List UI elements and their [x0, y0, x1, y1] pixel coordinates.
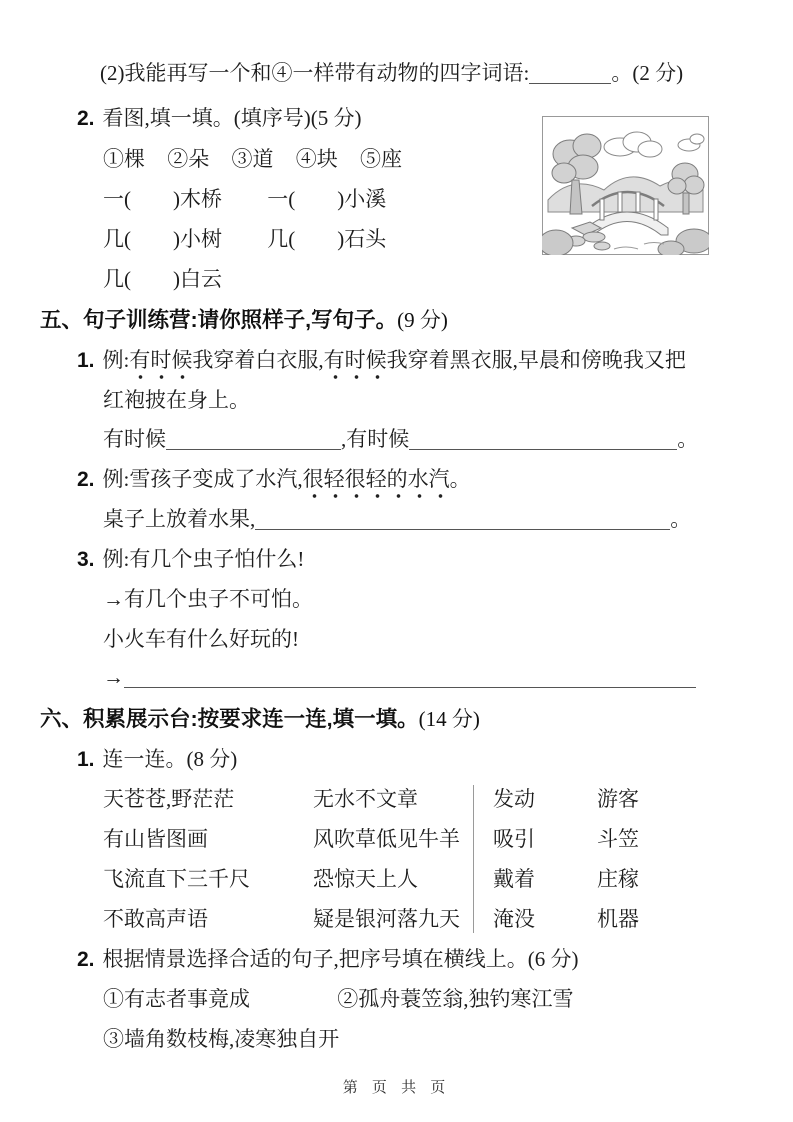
- question2-title-line: [77, 103, 362, 134]
- sentence-option-1: ①有志者事竟成: [103, 987, 250, 1011]
- section5-item1-example-line: [77, 345, 686, 376]
- section6-item2-title-line: [77, 944, 579, 975]
- section5-item2-number: 2.: [77, 468, 95, 491]
- section6-score: (14 分): [418, 707, 480, 731]
- section5-item3-converted-line: [103, 584, 313, 614]
- section6-item1-title-line: [77, 744, 237, 775]
- question2-score: (5 分): [310, 106, 362, 130]
- section5-item3-answer-line: [103, 662, 696, 692]
- match-item[interactable]: 发动: [493, 787, 535, 811]
- section5-score: (9 分): [397, 308, 448, 332]
- fill-blank-clouds[interactable]: 几( )白云: [103, 267, 222, 291]
- word-right-column: [597, 779, 639, 939]
- answer-blank[interactable]: [166, 429, 341, 450]
- example-text: 例:雪孩子变成了水汽,: [102, 467, 303, 491]
- question4-sub2-line: [100, 58, 683, 88]
- match-item[interactable]: 庄稼: [597, 867, 639, 891]
- prompt-sentence: 小火车有什么好玩的!: [103, 627, 299, 651]
- match-item[interactable]: 有山皆图画: [103, 827, 208, 851]
- question2-number: 2.: [77, 107, 95, 130]
- sentence-option-3: ③墙角数枝梅,凌寒独自开: [103, 1027, 340, 1051]
- classifier-option-5: ⑤座: [360, 147, 402, 171]
- emphasized-text: 有时候: [129, 348, 192, 380]
- fill-row-3: [103, 264, 222, 294]
- sentence-options-line2: [103, 1024, 339, 1054]
- match-item[interactable]: 不敢高声语: [103, 907, 208, 931]
- section5-item2-answer-line: [103, 504, 691, 534]
- match-item[interactable]: 斗笠: [597, 827, 639, 851]
- section6-item1-score: (8 分): [186, 747, 238, 771]
- table-divider: [473, 785, 474, 933]
- section5-heading: 五、句子训练营:请你照样子,写句子。: [40, 308, 398, 332]
- section6-heading: 六、积累展示台:按要求连一连,填一填。: [40, 707, 419, 731]
- fill-blank-stones[interactable]: 几( )石头: [267, 227, 387, 251]
- section6-item2-title: 根据情景选择合适的句子,把序号填在横线上。: [102, 947, 528, 971]
- match-item[interactable]: 机器: [597, 907, 639, 931]
- fill-row-2: [103, 224, 386, 254]
- section5-item3-example-line: [77, 544, 304, 575]
- converted-sentence: →有几个虫子不可怕。: [103, 587, 313, 611]
- poem-right-column: [313, 779, 460, 939]
- section5-item1-example-line2: [103, 385, 250, 415]
- sentence-option-2: ②孤舟蓑笠翁,独钓寒江雪: [337, 987, 574, 1011]
- classifier-option-2: ②朵: [167, 147, 210, 171]
- section5-item3-prompt-line: [103, 624, 299, 654]
- answer-period: 。: [677, 427, 699, 451]
- match-item[interactable]: 恐惊天上人: [313, 867, 418, 891]
- bridge-scene-illustration: [542, 116, 709, 255]
- section5-item1-number: 1.: [77, 349, 95, 372]
- match-item[interactable]: 吸引: [493, 827, 535, 851]
- bridge-scene-svg: [542, 116, 709, 255]
- page-footer: 第 页 共 页: [342, 1079, 451, 1096]
- answer-blank[interactable]: [255, 509, 670, 530]
- question4-sub2-score: (2 分): [632, 61, 684, 85]
- section6-item1-number: 1.: [77, 748, 95, 771]
- example-period: 。: [449, 467, 471, 491]
- classifier-option-4: ④块: [295, 147, 338, 171]
- question4-sub2-text: (2)我能再写一个和④一样带有动物的四字词语:: [100, 61, 530, 85]
- match-item[interactable]: 天苍苍,野茫茫: [103, 787, 235, 811]
- answer-period: 。: [670, 507, 692, 531]
- example-text: 红袍披在身上。: [103, 388, 250, 412]
- classifier-options-line: [103, 144, 419, 174]
- classifier-option-1: ①棵: [103, 147, 145, 171]
- match-item[interactable]: 戴着: [493, 867, 535, 891]
- emphasized-text: 很轻很轻的水汽: [303, 467, 450, 499]
- word-left-column: [493, 779, 535, 939]
- match-item[interactable]: 飞流直下三千尺: [103, 867, 250, 891]
- match-item[interactable]: 疑是银河落九天: [313, 907, 460, 931]
- sentence-options-line1: [103, 984, 574, 1014]
- section5-item2-example-line: [77, 464, 471, 495]
- example-text: 我穿着黑衣服,早晨和傍晚我又把: [386, 348, 686, 372]
- fill-blank-wood-bridge[interactable]: 一( )木桥: [103, 187, 222, 211]
- section6-item2-score: (6 分): [527, 947, 579, 971]
- section5-item3-number: 3.: [77, 548, 95, 571]
- answer-mid: ,有时候: [341, 427, 410, 451]
- answer-prefix: 有时候: [103, 427, 166, 451]
- arrow-symbol: →: [103, 665, 124, 689]
- answer-blank[interactable]: [529, 63, 611, 84]
- question4-sub2-period: 。: [611, 61, 633, 85]
- example-label: 例:: [102, 348, 130, 372]
- answer-prefix: 桌子上放着水果,: [103, 507, 256, 531]
- question2-title: 看图,填一填。(填序号): [102, 106, 311, 130]
- emphasized-text: 有时候: [324, 348, 387, 380]
- example-text: 我穿着白衣服,: [192, 348, 324, 372]
- poem-left-column: [103, 779, 250, 939]
- example-text: 例:有几个虫子怕什么!: [102, 547, 305, 571]
- fill-row-1: [103, 184, 386, 214]
- fill-blank-stream[interactable]: 一( )小溪: [267, 187, 387, 211]
- fill-blank-small-trees[interactable]: 几( )小树: [103, 227, 222, 251]
- section5-item1-answer-line: [103, 424, 698, 454]
- section6-heading-line: [40, 704, 480, 734]
- section6-item1-title: 连一连。: [102, 747, 187, 771]
- section5-heading-line: [40, 305, 448, 335]
- answer-blank[interactable]: [124, 667, 696, 688]
- classifier-option-3: ③道: [231, 147, 274, 171]
- match-item[interactable]: 游客: [597, 787, 639, 811]
- matching-table: [103, 779, 707, 939]
- match-item[interactable]: 淹没: [493, 907, 535, 931]
- match-item[interactable]: 风吹草低见牛羊: [313, 827, 460, 851]
- match-item[interactable]: 无水不文章: [313, 787, 418, 811]
- section6-item2-number: 2.: [77, 948, 95, 971]
- answer-blank[interactable]: [409, 429, 677, 450]
